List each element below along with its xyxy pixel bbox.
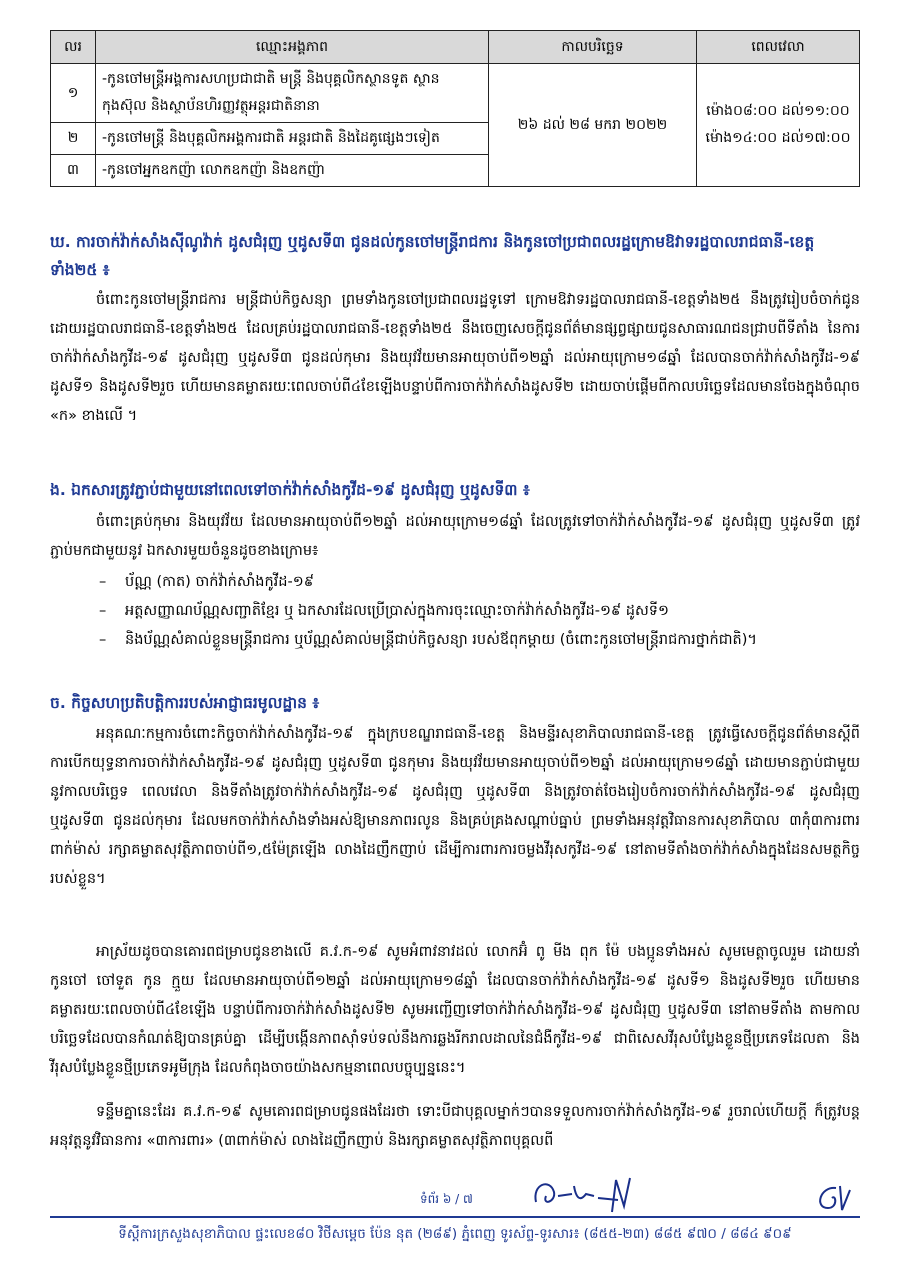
section-ng-heading: ង. ឯកសារត្រូវភ្ជាប់ជាមួយនៅពេលទៅចាក់វ៉ាក់សាំងកូវីដ-១៩ ដូសជំរុញ ឬដូសទី៣ ៖ — [50, 481, 530, 499]
signature-initials-icon — [528, 1172, 638, 1218]
schedule-table — [50, 30, 860, 187]
time-morning: ម៉ោង០៨:០០ ដល់១១:០០ — [706, 103, 850, 119]
row-target: -កូនចៅមន្ត្រី និងបុគ្គលិកអង្គការជាតិ អន្តរជាតិ និងដៃគូផ្សេងៗទៀត — [96, 123, 489, 155]
table-row — [51, 64, 860, 123]
row-number: ២ — [51, 123, 96, 155]
list-item: – និងប័ណ្ណសំគាល់ខ្លួនមន្ត្រីរាជការ ឬប័ណ្ណសំគាល់មន្ត្រីជាប់កិច្ចសន្យា របស់ឪពុកម្តាយ (ចំពោះកូនចៅមន្ត្រីរាជការថ្នាក់ជាតិ)។ — [125, 626, 855, 655]
closing-paragraph-2: ទន្ទឹមគ្នានេះដែរ គ.វ.ក-១៩ សូមគោរពជម្រាបជូនផងដែរថា ទោះបីជាបុគ្គលម្នាក់ៗបានទទួលការចាក់វ៉ាក់សាំងកូវីដ-១៩ រួចរាល់ហើយក្តី ក៏ត្រូវបន្តអនុវត្តនូវវិធានការ «៣ការពារ» (៣ពាក់ម៉ាស់ លាងដៃញឹកញាប់ និងរក្សាគម្លាតសុវត្ថិភាពបុគ្គលពី — [50, 1104, 860, 1149]
footer-address: ទីស្តីការក្រសួងសុខាភិបាល ផ្ទះលេខ៨០ វិថីសម្តេច ប៉ែន នុត (២៨៩) ភ្នំពេញ ទូរស័ព្ទ-ទូរសារ៖ (៨៥៥-២៣) ៨៨៥ ៩៧០ / ៨៨៤ ៩០៩ — [118, 1226, 792, 1242]
list-item: – ប័ណ្ណ (កាត) ចាក់វ៉ាក់សាំងកូវីដ-១៩ — [125, 568, 855, 597]
required-documents-list — [125, 568, 855, 655]
table-header-row — [51, 31, 860, 64]
col-header-no: លរ — [51, 31, 96, 64]
row-target: -កូនចៅមន្ត្រីអង្គការសហប្រជាជាតិ មន្ត្រី និងបុគ្គលិកស្ថានទូត ស្ថានកុងស៊ុល និងស្ថាប័នហិរញ្ញវត្ថុអន្តរជាតិនានា — [96, 64, 489, 123]
schedule-time — [697, 64, 860, 187]
row-number: ៣ — [51, 155, 96, 187]
time-afternoon: ម៉ោង១៤:០០ ដល់១៧:០០ — [705, 130, 851, 146]
page-number: ទំព័រ ៦ / ៧ — [420, 1192, 473, 1206]
footer-divider — [50, 1216, 860, 1218]
schedule-date: ២៦ ដល់ ២៨ មករា ២០២២ — [489, 64, 697, 187]
signature-mark-icon — [806, 1180, 856, 1216]
section-ch-heading: ច. កិច្ចសហប្រតិបត្តិការរបស់អាជ្ញាធរមូលដ្ឋាន ៖ — [50, 694, 320, 712]
section-kh-body: ចំពោះកូនចៅមន្ត្រីរាជការ មន្ត្រីជាប់កិច្ចសន្យា ព្រមទាំងកូនចៅប្រជាពលរដ្ឋទូទៅ ក្រោមឱវាទរដ្ឋបាលរាជធានី-ខេត្តទាំង២៥ នឹងត្រូវរៀបចំចាក់ជូនដោយរដ្ឋបាលរាជធានី-ខេត្តទាំង២៥ ដែលគ្រប់រដ្ឋបាលរាជធានី-ខេត្តទាំង២៥ នឹងចេញសេចក្តីជូនព័ត៌មានផ្សព្វផ្សាយជូនសាធារណជនជ្រាបពីទីតាំង នៃការចាក់វ៉ាក់សាំងកូវីដ-១៩ ដូសជំរុញ ឬដូសទី៣ ជូនដល់កុមារ និងយុវវ័យមានអាយុចាប់ពី១២ឆ្នាំ ដល់អាយុក្រោម១៨ឆ្នាំ ដែលបានចាក់វ៉ាក់សាំងកូវីដ-១៩ ដូសទី១ និងដូសទី២រួច ហើយមានគម្លាតរយៈពេលចាប់ពី៤ខែឡើងបន្ទាប់ពីការចាក់វ៉ាក់សាំងដូសទី២ ដោយចាប់ផ្តើមពីកាលបរិច្ឆេទដែលមានចែងក្នុងចំណុច «ក» ខាងលើ ។ — [50, 292, 860, 424]
section-ng-body: ចំពោះគ្រប់កុមារ និងយុវវ័យ ដែលមានអាយុចាប់ពី១២ឆ្នាំ ដល់អាយុក្រោម១៨ឆ្នាំ ដែលត្រូវទៅចាក់វ៉ាក់សាំងកូវីដ-១៩ ដូសជំរុញ ឬដូសទី៣ ត្រូវភ្ជាប់មកជាមួយនូវ ឯកសារមួយចំនួនដូចខាងក្រោម៖ — [50, 514, 860, 559]
col-header-time: ពេលវេលា — [697, 31, 860, 64]
section-ch-body: អនុគណៈកម្មការចំពោះកិច្ចចាក់វ៉ាក់សាំងកូវីដ-១៩ ក្នុងក្របខណ្ឌរាជធានី-ខេត្ត និងមន្ទីរសុខាភិបាលរាជធានី-ខេត្ត ត្រូវធ្វើសេចក្តីជូនព័ត៌មានស្តីពីការបើកយុទ្ធនាការចាក់វ៉ាក់សាំងកូវីដ-១៩ ដូសជំរុញ ឬដូសទី៣ ជូនកុមារ និងយុវវ័យមានអាយុចាប់ពី១២ឆ្នាំ ដល់អាយុក្រោម១៨ឆ្នាំ ដោយមានភ្ជាប់ជាមួយនូវកាលបរិច្ឆេទ ពេលវេលា និងទីតាំងត្រូវចាក់វ៉ាក់សាំងកូវីដ-១៩ ដូសជំរុញ ឬដូសទី៣ និងត្រូវចាត់ចែងរៀបចំការចាក់វ៉ាក់សាំងកូវីដ-១៩ ដូសជំរុញ ឬដូសទី៣ ជូនដល់កុមារ ដែលមកចាក់វ៉ាក់សាំងទាំងអស់ឱ្យមានភាពរលូន និងគ្រប់គ្រងសណ្តាប់ធ្នាប់ ព្រមទាំងអនុវត្តវិធានការសុខាភិបាល ៣កុំ៣ការពារ ពាក់ម៉ាស់ រក្សាគម្លាតសុវត្ថិភាពចាប់ពី១,៥ម៉ែត្រឡើង លាងដៃញឹកញាប់ ដើម្បីការពារការចម្លងវីរុសកូវីដ-១៩ នៅតាមទីតាំងចាក់វ៉ាក់សាំងក្នុងដែនសមត្ថកិច្ចរបស់ខ្លួន។ — [50, 726, 860, 887]
col-header-unit: ឈ្មោះអង្គភាព — [96, 31, 489, 64]
section-kh-heading: ឃ. ការចាក់វ៉ាក់សាំងស៊ីណូវ៉ាក់ ដូសជំរុញ ឬដូសទី៣ ជូនដល់កូនចៅមន្ត្រីរាជការ និងកូនចៅប្រជាពលរដ្ឋក្រោមឱវាទរដ្ឋបាលរាជធានី-ខេត្តទាំង២៥ ៖ — [50, 233, 815, 279]
row-number: ១ — [51, 64, 96, 123]
list-item: – អត្តសញ្ញាណប័ណ្ណសញ្ជាតិខ្មែរ ឬ ឯកសារដែលប្រើប្រាស់ក្នុងការចុះឈ្មោះចាក់វ៉ាក់សាំងកូវីដ-១៩ ដូសទី១ — [125, 597, 855, 626]
col-header-date: កាលបរិច្ឆេទ — [489, 31, 697, 64]
closing-paragraph-1: អាស្រ័យដូចបានគោរពជម្រាបជូនខាងលើ គ.វ.ក-១៩ សូមអំពាវនាវដល់ លោកអ៊ំ ពូ មីង ពុក ម៉ែ បងប្អូនទាំងអស់ សូមមេត្តាចូលរួម ដោយនាំកូនចៅ ចៅទួត កូន ក្មួយ ដែលមានអាយុចាប់ពី១២ឆ្នាំ ដល់អាយុក្រោម១៨ឆ្នាំ ដែលបានចាក់វ៉ាក់សាំងកូវីដ-១៩ ដូសទី១ និងដូសទី២រួច ហើយមានគម្លាតរយៈពេលចាប់ពី៤ខែឡើង បន្ទាប់ពីការចាក់វ៉ាក់សាំងដូសទី២ សូមអញ្ជើញទៅចាក់វ៉ាក់សាំងកូវីដ-១៩ ដូសជំរុញ ឬដូសទី៣ នៅតាមទីតាំង តាមកាលបរិច្ឆេទដែលបានកំណត់ឱ្យបានគ្រប់គ្នា ដើម្បីបង្កើនភាពស៊ាំទប់ទល់នឹងការឆ្លងរីករាលដាលនៃជំងឺកូវីដ-១៩ ជាពិសេសវីរុសបំប្លែងខ្លួនថ្មីប្រភេទដែលតា និងវីរុសបំប្លែងខ្លួនថ្មីប្រភេទអូមីក្រុង ដែលកំពុងចាចយ៉ាងសកម្មនាពេលបច្ចុប្បន្ននេះ។ — [50, 944, 860, 1076]
row-target: -កូនចៅអ្នកឧកញ៉ា លោកឧកញ៉ា និងឧកញ៉ា — [96, 155, 489, 187]
